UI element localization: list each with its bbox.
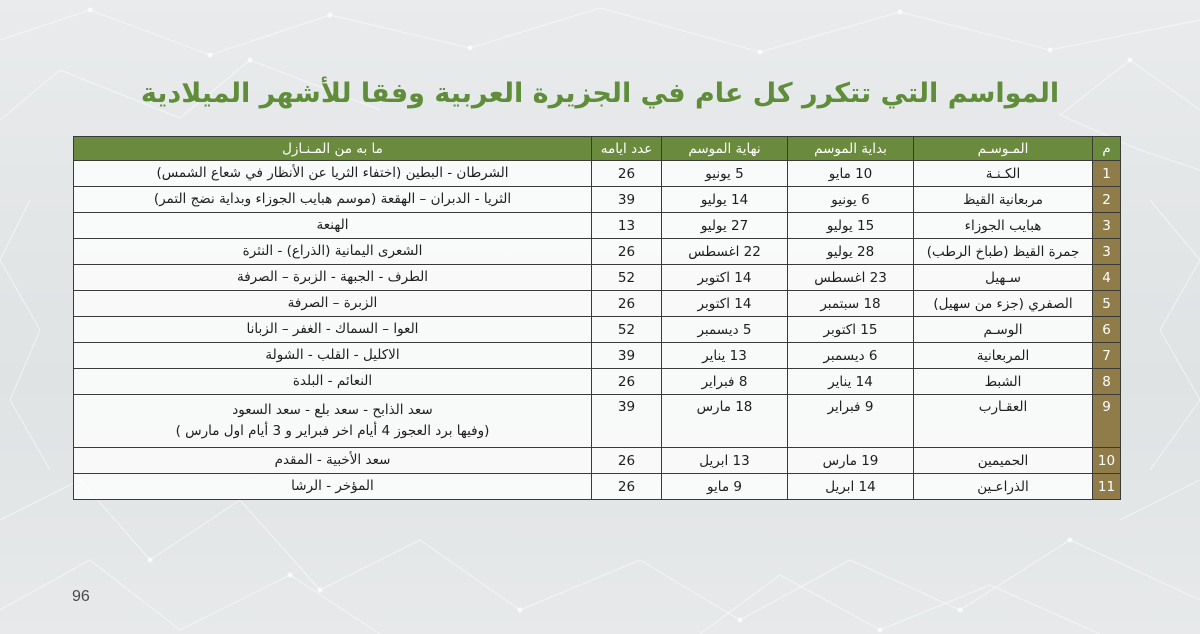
cell-start: 23 اغسطس — [788, 265, 914, 291]
cell-num: 8 — [1093, 369, 1121, 395]
cell-num: 3 — [1093, 239, 1121, 265]
cell-end: 14 يوليو — [662, 187, 788, 213]
cell-season: المربعانية — [914, 343, 1093, 369]
cell-stars — [74, 239, 592, 265]
stars-line: الشرطان - البطين (اختفاء الثريا عن الأنظار في شعاع الشمس) — [156, 165, 509, 181]
stars-line: (وفيها برد العجوز 4 أيام اخر فبراير و 3 أيام اول مارس ) — [175, 423, 490, 439]
cell-end: 13 يناير — [662, 343, 788, 369]
stars-line: المؤخر - الرشا — [291, 478, 374, 494]
cell-season: الكـنـة — [914, 161, 1093, 187]
cell-num: 7 — [1093, 343, 1121, 369]
cell-season: الحميمين — [914, 448, 1093, 474]
cell-end: 14 اكتوبر — [662, 291, 788, 317]
cell-start: 28 يوليو — [788, 239, 914, 265]
cell-season: جمرة القيظ (طباخ الرطب) — [914, 239, 1093, 265]
header-num: م — [1093, 137, 1121, 161]
cell-start: 15 يوليو — [788, 213, 914, 239]
header-days: عدد ايامه — [592, 137, 662, 161]
cell-num: 1 — [1093, 161, 1121, 187]
cell-start: 18 سبتمبر — [788, 291, 914, 317]
cell-num: 2 — [1093, 187, 1121, 213]
cell-num: 5 — [1093, 291, 1121, 317]
cell-stars — [74, 369, 592, 395]
cell-end: 9 مايو — [662, 474, 788, 500]
stars-line: الشعرى اليمانية (الذراع) - النثرة — [242, 243, 423, 259]
cell-days: 26 — [592, 291, 662, 317]
table-row — [74, 161, 1121, 187]
cell-stars — [74, 317, 592, 343]
table-row — [74, 369, 1121, 395]
cell-start: 9 فبراير — [788, 395, 914, 448]
cell-num: 6 — [1093, 317, 1121, 343]
cell-season: الصفري (جزء من سهيل) — [914, 291, 1093, 317]
cell-num: 10 — [1093, 448, 1121, 474]
cell-start: 15 اكتوبر — [788, 317, 914, 343]
header-season: المـوسـم — [914, 137, 1093, 161]
cell-season: سـهيل — [914, 265, 1093, 291]
table-header-row — [74, 137, 1121, 161]
table-row — [74, 448, 1121, 474]
cell-days: 26 — [592, 239, 662, 265]
cell-end: 13 ابريل — [662, 448, 788, 474]
cell-num: 3 — [1093, 213, 1121, 239]
cell-days: 26 — [592, 448, 662, 474]
table-row — [74, 213, 1121, 239]
cell-start: 14 يناير — [788, 369, 914, 395]
stars-line: سعد الأخبية - المقدم — [274, 452, 391, 468]
cell-end: 5 يونيو — [662, 161, 788, 187]
cell-stars — [74, 343, 592, 369]
stars-line: الثريا - الدبران – الهقعة (موسم هبايب الجوزاء وبداية نضج التمر) — [153, 191, 512, 207]
header-end: نهاية الموسم — [662, 137, 788, 161]
cell-start: 6 يونيو — [788, 187, 914, 213]
cell-season: الوسـم — [914, 317, 1093, 343]
cell-stars — [74, 161, 592, 187]
cell-days: 39 — [592, 343, 662, 369]
cell-stars — [74, 474, 592, 500]
cell-stars — [74, 213, 592, 239]
page-title: المواسم التي تتكرر كل عام في الجزيرة العربية وفقا للأشهر الميلادية — [140, 78, 1060, 109]
cell-start: 14 ابريل — [788, 474, 914, 500]
cell-end: 8 فبراير — [662, 369, 788, 395]
cell-num: 11 — [1093, 474, 1121, 500]
table-body — [74, 161, 1121, 500]
stars-line: الطرف - الجبهة - الزبرة – الصرفة — [236, 269, 429, 285]
cell-days: 26 — [592, 474, 662, 500]
cell-days: 39 — [592, 395, 662, 448]
stars-line: النعائم - البلدة — [292, 373, 373, 389]
stars-line: العوا – السماك - الغفر – الزبانا — [246, 321, 419, 337]
cell-days: 26 — [592, 369, 662, 395]
cell-end: 18 مارس — [662, 395, 788, 448]
cell-start: 19 مارس — [788, 448, 914, 474]
cell-days: 26 — [592, 161, 662, 187]
cell-end: 27 يوليو — [662, 213, 788, 239]
cell-season: الذراعـين — [914, 474, 1093, 500]
header-stars: ما به من المـنـازل — [74, 137, 592, 161]
table-row — [74, 291, 1121, 317]
page-number: 96 — [72, 588, 90, 605]
table-row — [74, 317, 1121, 343]
cell-stars — [74, 187, 592, 213]
cell-days: 52 — [592, 317, 662, 343]
stars-line: سعد الذابح - سعد بلع - سعد السعود — [232, 402, 433, 418]
table-row — [74, 187, 1121, 213]
cell-season: مربعانية القيظ — [914, 187, 1093, 213]
seasons-table-wrapper — [73, 136, 1120, 500]
cell-stars — [74, 291, 592, 317]
cell-stars — [74, 395, 592, 448]
seasons-table — [73, 136, 1121, 500]
cell-end: 22 اغسطس — [662, 239, 788, 265]
cell-season: الشبط — [914, 369, 1093, 395]
cell-start: 10 مايو — [788, 161, 914, 187]
cell-start: 6 ديسمبر — [788, 343, 914, 369]
cell-stars — [74, 448, 592, 474]
stars-line: الهنعة — [316, 217, 349, 233]
cell-end: 5 ديسمبر — [662, 317, 788, 343]
cell-season: هبايب الجوزاء — [914, 213, 1093, 239]
cell-stars — [74, 265, 592, 291]
cell-days: 39 — [592, 187, 662, 213]
stars-line: الاكليل - القلب - الشولة — [265, 347, 400, 363]
stars-line: الزبرة – الصرفة — [287, 295, 378, 311]
cell-season: العقـارب — [914, 395, 1093, 448]
cell-num: 4 — [1093, 265, 1121, 291]
table-row — [74, 239, 1121, 265]
cell-num: 9 — [1093, 395, 1121, 448]
table-row — [74, 343, 1121, 369]
cell-days: 13 — [592, 213, 662, 239]
cell-end: 14 اكتوبر — [662, 265, 788, 291]
table-row — [74, 474, 1121, 500]
table-row — [74, 265, 1121, 291]
cell-days: 52 — [592, 265, 662, 291]
header-start: بداية الموسم — [788, 137, 914, 161]
table-row — [74, 395, 1121, 448]
